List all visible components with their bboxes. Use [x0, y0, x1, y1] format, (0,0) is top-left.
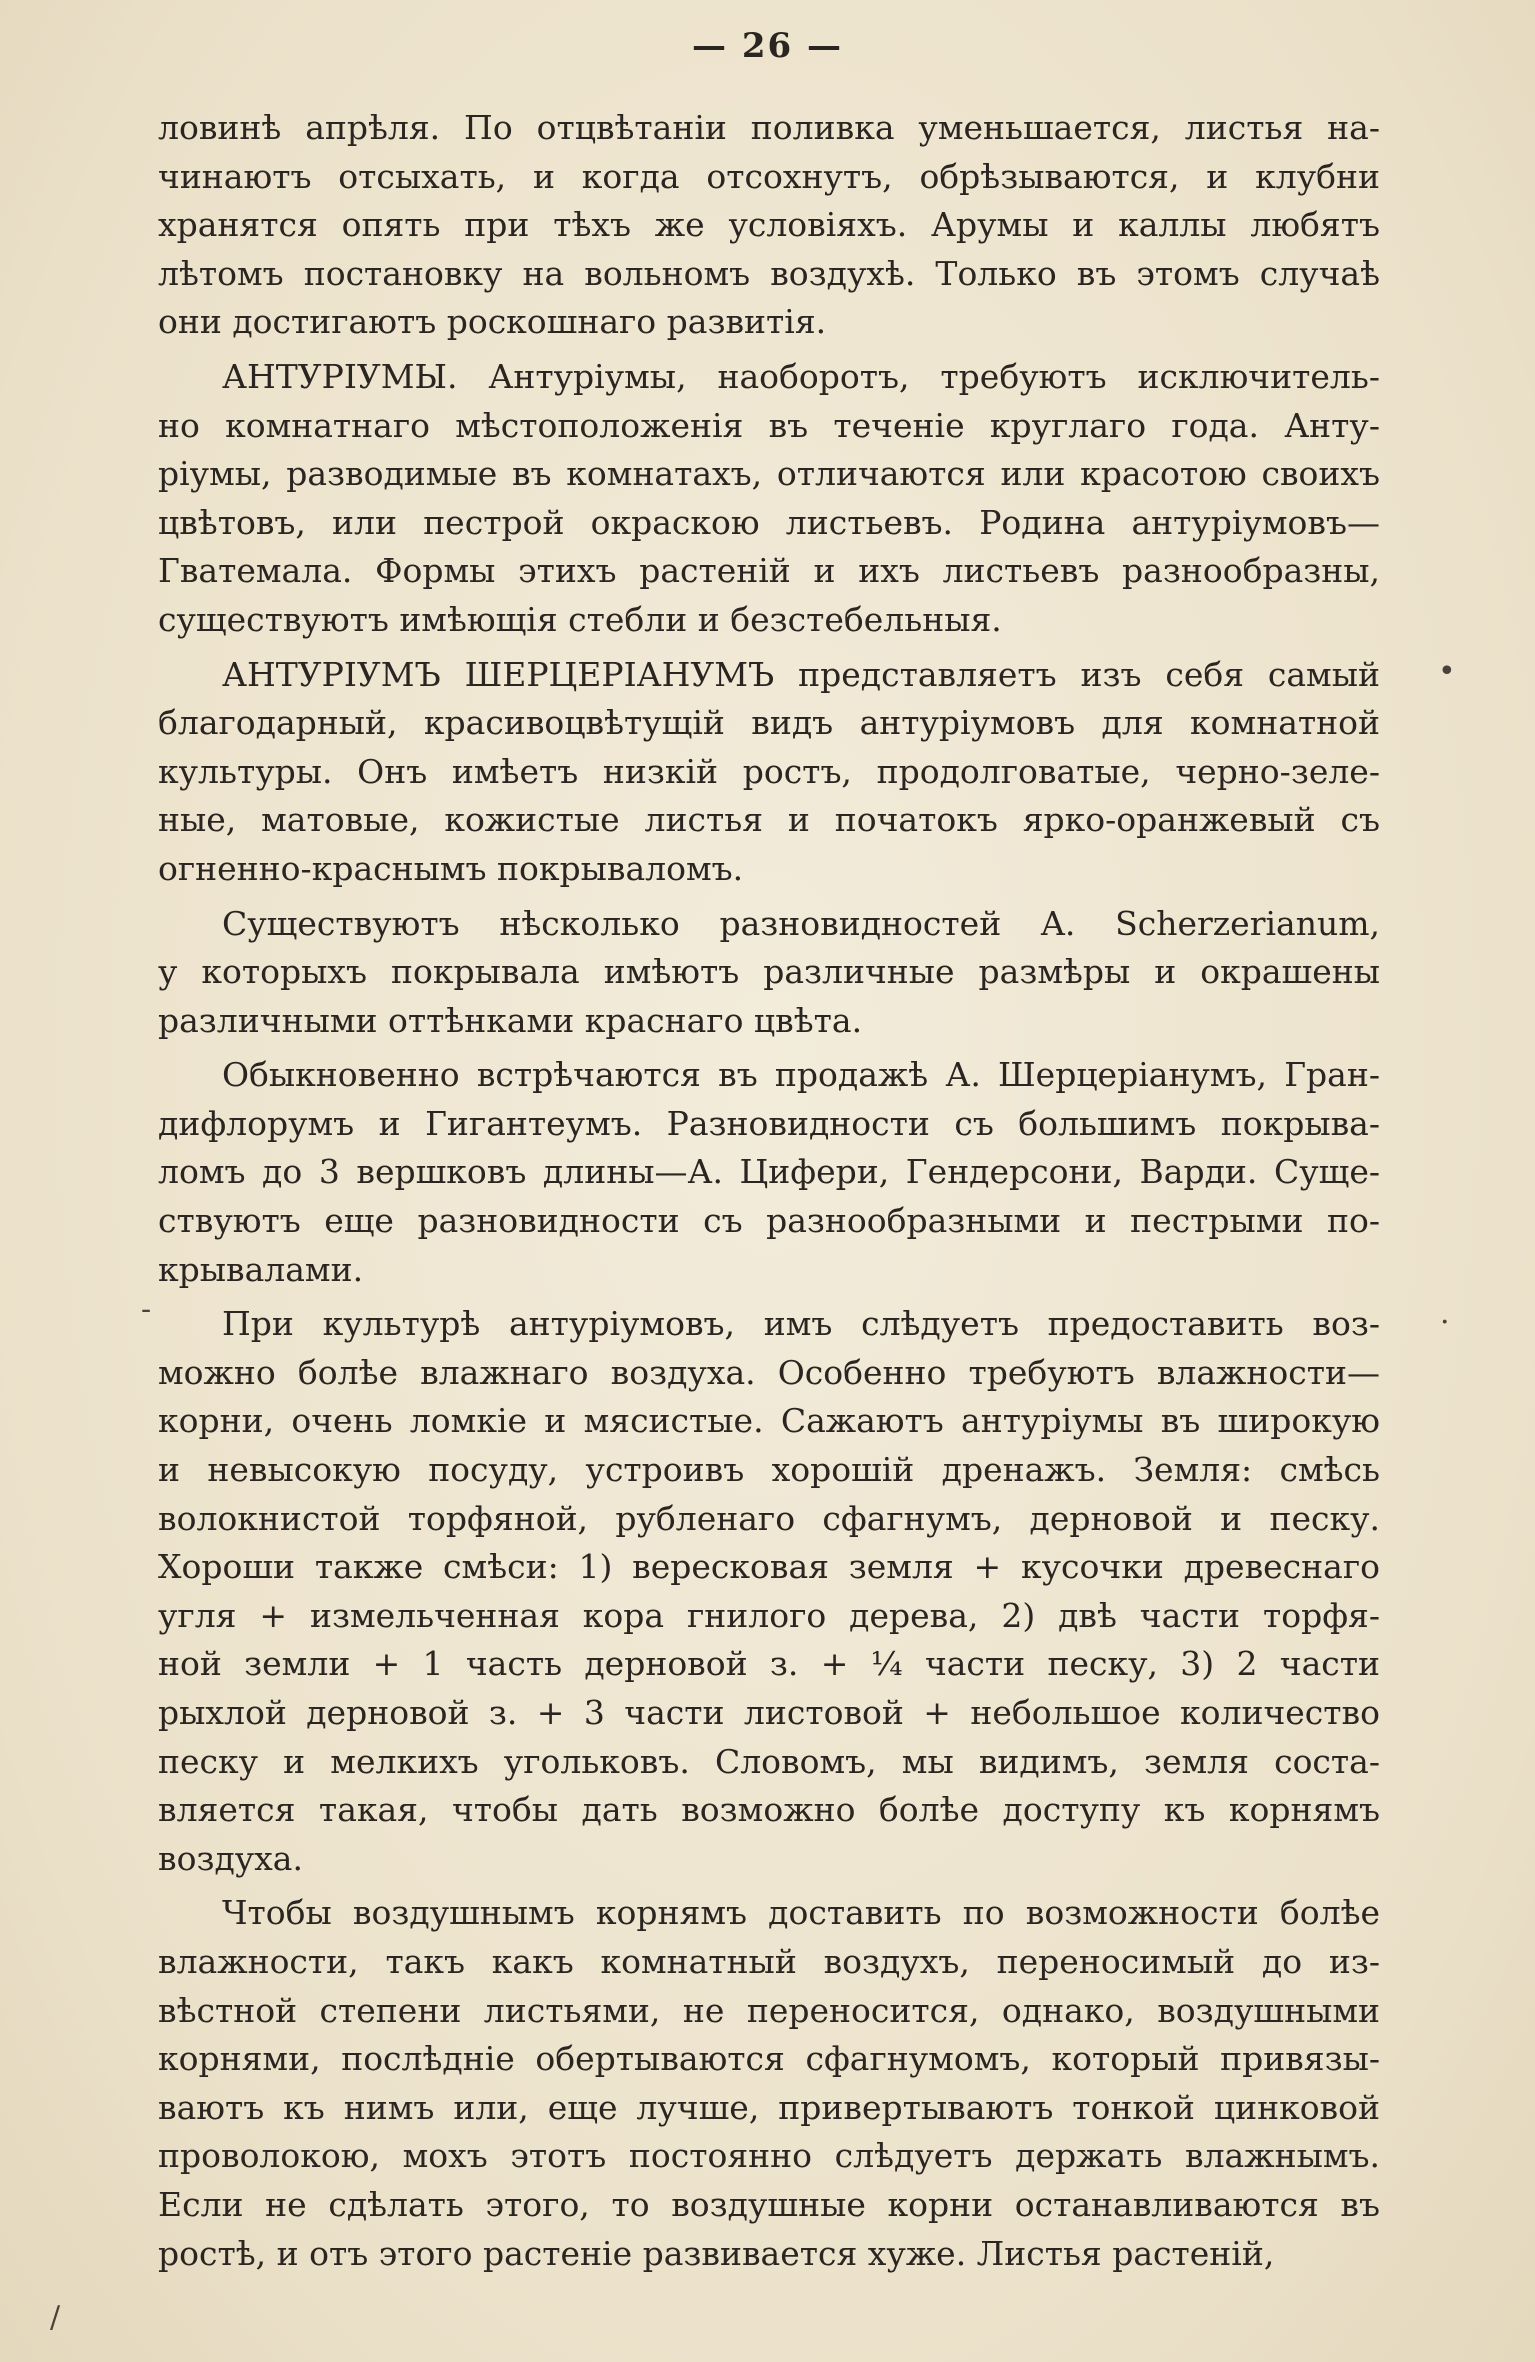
- text-line: влажности, такъ какъ комнатный воздухъ, переносимый до из-: [158, 1941, 1380, 1981]
- paragraph: [158, 104, 1380, 347]
- text-line: благодарный, красивоцвѣтущій видъ антуріумовъ для комнатной: [158, 703, 1380, 743]
- text-line: проволокою, мохъ этотъ постоянно слѣдуетъ держать влажнымъ.: [158, 2136, 1380, 2176]
- text-line: чинаютъ отсыхать, и когда отсохнутъ, обрѣзываются, и клубни: [158, 156, 1380, 196]
- text-line: крывалами.: [158, 1249, 364, 1289]
- paragraph: [158, 651, 1380, 894]
- paragraph: [158, 1889, 1380, 2278]
- text-line: Обыкновенно встрѣчаются въ продажѣ А. Шерцеріанумъ, Гран-: [222, 1055, 1380, 1095]
- text-line: цвѣтовъ, или пестрой окраскою листьевъ. Родина антуріумовъ—: [158, 502, 1380, 542]
- paragraph: [158, 1051, 1380, 1294]
- text-line: угля + измельченная кора гнилого дерева, 2) двѣ части торфя-: [158, 1595, 1380, 1635]
- paragraph: [158, 900, 1380, 1046]
- text-line: хранятся опять при тѣхъ же условіяхъ. Арумы и каллы любятъ: [158, 205, 1380, 245]
- text-line: АНТУРІУМЪ ШЕРЦЕРІАНУМЪ представляетъ изъ себя самый: [222, 654, 1380, 694]
- page-number: — 26 —: [692, 26, 843, 66]
- text-line: Если не сдѣлать этого, то воздушные корни останавливаются въ: [158, 2184, 1380, 2224]
- text-line: Хороши также смѣси: 1) вересковая земля + кусочки древеснаго: [158, 1547, 1380, 1587]
- text-line: у которыхъ покрывала имѣютъ различные размѣры и окрашены: [158, 952, 1380, 992]
- text-body: [158, 104, 1380, 2278]
- margin-mark: /: [50, 2300, 61, 2335]
- text-line: вѣстной степени листьями, не переносится, однако, воздушными: [158, 1990, 1380, 2030]
- text-line: ваютъ къ нимъ или, еще лучше, привертываютъ тонкой цинковой: [158, 2087, 1380, 2127]
- text-line: корни, очень ломкіе и мясистые. Сажаютъ антуріумы въ широкую: [158, 1401, 1380, 1441]
- text-line: песку и мелкихъ угольковъ. Словомъ, мы видимъ, земля соста-: [158, 1741, 1380, 1781]
- text-line: волокнистой торфяной, рубленаго сфагнумъ, дерновой и песку.: [158, 1498, 1380, 1538]
- text-line: воздуха.: [158, 1838, 303, 1878]
- margin-mark: -: [141, 1292, 152, 1327]
- text-line: дифлорумъ и Гигантеумъ. Разновидности съ большимъ покрыва-: [158, 1103, 1380, 1143]
- text-line: они достигаютъ роскошнаго развитія.: [158, 302, 827, 342]
- text-line: ствуютъ еще разновидности съ разнообразными и пестрыми по-: [158, 1201, 1380, 1241]
- text-line: Существуютъ нѣсколько разновидностей A. Scherzerianum,: [222, 903, 1380, 943]
- text-line: культуры. Онъ имѣетъ низкій ростъ, продолговатые, черно-зеле-: [158, 751, 1380, 791]
- text-line: существуютъ имѣющія стебли и безстебельныя.: [158, 599, 1002, 639]
- text-line: Гватемала. Формы этихъ растеній и ихъ листьевъ разнообразны,: [158, 551, 1380, 591]
- text-line: но комнатнаго мѣстоположенія въ теченіе круглаго года. Анту-: [158, 405, 1380, 445]
- margin-mark: ·: [1440, 1305, 1450, 1340]
- text-line: огненно-краснымъ покрываломъ.: [158, 848, 744, 888]
- margin-mark: •: [1438, 654, 1456, 689]
- text-line: ловинѣ апрѣля. По отцвѣтаніи поливка уменьшается, листья на-: [158, 108, 1380, 147]
- text-line: ной земли + 1 часть дерновой з. + ¼ части песку, 3) 2 части: [158, 1644, 1380, 1684]
- text-line: ріумы, разводимые въ комнатахъ, отличаются или красотою своихъ: [158, 454, 1380, 494]
- text-line: лѣтомъ постановку на вольномъ воздухѣ. Только въ этомъ случаѣ: [158, 253, 1380, 293]
- text-line: рыхлой дерновой з. + 3 части листовой + небольшое количество: [158, 1693, 1380, 1732]
- text-line: ростѣ, и отъ этого растеніе развивается хуже. Листья растеній,: [158, 2233, 1275, 2273]
- paragraph: [158, 1300, 1380, 1883]
- text-line: корнями, послѣдніе обертываются сфагнумомъ, который привязы-: [158, 2039, 1380, 2079]
- text-line: При культурѣ антуріумовъ, имъ слѣдуетъ предоставить воз-: [222, 1304, 1380, 1344]
- paragraph: [158, 353, 1380, 645]
- text-line: вляется такая, чтобы дать возможно болѣе доступу къ корнямъ: [158, 1790, 1380, 1830]
- text-line: Чтобы воздушнымъ корнямъ доставить по возможности болѣе: [222, 1893, 1380, 1933]
- text-line: различными оттѣнками краснаго цвѣта.: [158, 1000, 863, 1040]
- text-line: ные, матовые, кожистые листья и початокъ ярко-оранжевый съ: [158, 800, 1380, 840]
- text-line: можно болѣе влажнаго воздуха. Особенно требуютъ влажности—: [158, 1352, 1380, 1392]
- text-line: и невысокую посуду, устроивъ хорошій дренажъ. Земля: смѣсь: [158, 1450, 1380, 1490]
- text-line: ломъ до 3 вершковъ длины—А. Цифери, Гендерсони, Варди. Суще-: [158, 1152, 1380, 1192]
- text-line: АНТУРІУМЫ. Антуріумы, наоборотъ, требуютъ исключитель-: [222, 356, 1380, 396]
